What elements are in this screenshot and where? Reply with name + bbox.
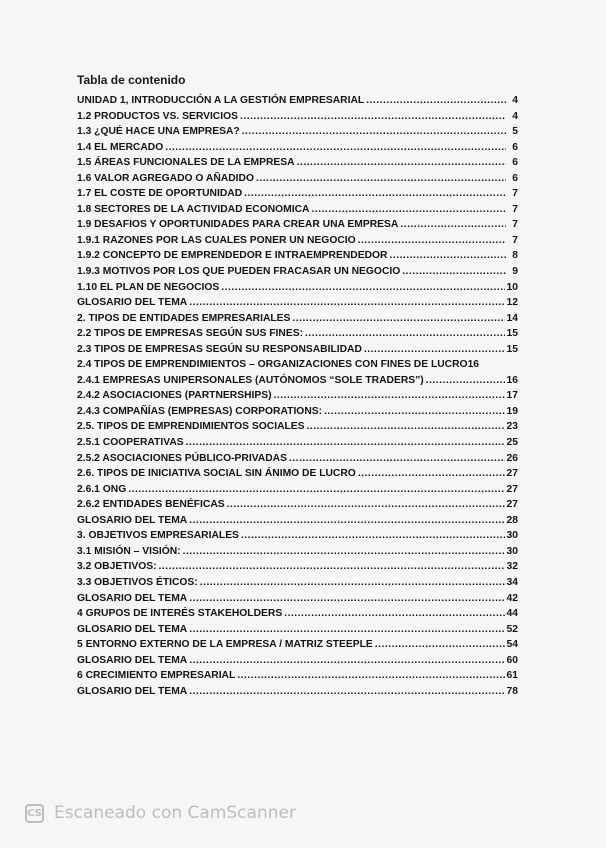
toc-entry-label: 2.3 TIPOS DE EMPRESAS SEGÚN SU RESPONSABILIDAD	[77, 343, 362, 355]
toc-entry[interactable]	[77, 606, 518, 622]
toc-entry-label: 1.7 EL COSTE DE OPORTUNIDAD	[77, 188, 243, 200]
toc-entry[interactable]	[77, 217, 518, 233]
toc-dot-leader	[186, 435, 505, 451]
camscanner-watermark	[25, 800, 296, 826]
toc-entry-label: 1.8 SECTORES DE LA ACTIVIDAD ECONOMICA	[77, 203, 310, 215]
toc-dot-leader	[297, 155, 506, 171]
toc-entry[interactable]	[77, 93, 518, 109]
toc-entry-page: 15	[506, 343, 518, 355]
toc-entry-page: 30	[506, 545, 518, 557]
toc-entry-page: 5	[512, 126, 518, 138]
toc-dot-leader	[305, 326, 505, 342]
toc-entry-page: 25	[506, 437, 518, 449]
toc-entry[interactable]	[77, 155, 518, 171]
toc-entry-page: 6	[512, 157, 518, 169]
toc-dot-leader	[189, 684, 504, 700]
toc-dot-leader	[128, 482, 504, 498]
toc-dot-leader	[389, 248, 506, 264]
toc-dot-leader	[244, 186, 506, 202]
toc-entry-page: 54	[506, 639, 518, 651]
toc-entry-label: 2.6.2 ENTIDADES BENÉFICAS	[77, 499, 225, 511]
toc-entry-label: 1.5 ÁREAS FUNCIONALES DE LA EMPRESA	[77, 157, 295, 169]
toc-entry-label: GLOSARIO DEL TEMA	[77, 654, 188, 666]
toc-entry-label: 1.9 DESAFIOS Y OPORTUNIDADES PARA CREAR UNA EMPRESA	[77, 219, 399, 231]
toc-entry[interactable]	[77, 357, 518, 373]
toc-entry-label: 4 GRUPOS DE INTERÉS STAKEHOLDERS	[77, 608, 283, 620]
toc-entry-page: 60	[506, 654, 518, 666]
toc-entry-page: 23	[506, 421, 518, 433]
toc-entry-page: 52	[506, 623, 518, 635]
toc-entry[interactable]	[77, 591, 518, 607]
toc-entry-label: GLOSARIO DEL TEMA	[77, 514, 188, 526]
toc-entry-label: 2.4 TIPOS DE EMPRENDIMIENTOS – ORGANIZACIONES CON FINES DE LUCRO	[77, 359, 468, 371]
toc-entry-page: 27	[506, 468, 518, 480]
toc-entry-page: 42	[506, 592, 518, 604]
toc-entry[interactable]	[77, 668, 518, 684]
toc-dot-leader	[189, 653, 504, 669]
toc-dot-leader	[402, 264, 506, 280]
toc-entry-label: 2.4.1 EMPRESAS UNIPERSONALES (AUTÓNOMOS “SOLE TRADERS”)	[77, 374, 424, 386]
toc-entry-label: 2.4.2 ASOCIACIONES (PARTNERSHIPS)	[77, 390, 272, 402]
toc-entry-label: 2. TIPOS DE ENTIDADES EMPRESARIALES	[77, 312, 291, 324]
toc-entry-page: 4	[512, 95, 518, 106]
toc-entry-page: 30	[506, 530, 518, 542]
toc-entry-label: GLOSARIO DEL TEMA	[77, 685, 188, 697]
toc-entry[interactable]	[77, 186, 518, 202]
toc-dot-leader	[426, 373, 505, 389]
toc-entry-page: 78	[506, 685, 518, 697]
toc-entry-page: 6	[512, 141, 518, 153]
toc-entry-label: 1.3 ¿QUÉ HACE UNA EMPRESA?	[77, 126, 240, 138]
toc-entry-label: 2.5. TIPOS DE EMPRENDIMIENTOS SOCIALES	[77, 421, 305, 433]
toc-entry-page: 16	[506, 374, 518, 386]
toc-entry[interactable]	[77, 311, 518, 327]
toc-entry[interactable]	[77, 233, 518, 249]
toc-entry-label: 3. OBJETIVOS EMPRESARIALES	[77, 530, 239, 542]
toc-entry-page: 4	[512, 110, 518, 122]
toc-entry-page: 16	[467, 359, 480, 371]
toc-dot-leader	[189, 622, 504, 638]
toc-dot-leader	[240, 109, 506, 125]
toc-dot-leader	[189, 513, 504, 529]
toc-entry-page: 7	[512, 219, 518, 231]
toc-dot-leader	[289, 451, 505, 467]
toc-entry-page: 17	[506, 390, 518, 402]
toc-dot-leader	[366, 93, 506, 109]
toc-entry-label: 3.2 OBJETIVOS:	[77, 561, 157, 573]
toc-entry[interactable]	[77, 295, 518, 311]
toc-entry-page: 32	[506, 561, 518, 573]
toc-entry[interactable]	[77, 202, 518, 218]
toc-entry[interactable]	[77, 482, 518, 498]
toc-entry[interactable]	[77, 419, 518, 435]
toc-entry-label: 1.2 PRODUCTOS VS. SERVICIOS	[77, 110, 238, 122]
toc-entry-label: 1.10 EL PLAN DE NEGOCIOS	[77, 281, 220, 293]
toc-entry-page: 7	[512, 234, 518, 246]
toc-entry-label: 1.9.1 RAZONES POR LAS CUALES PONER UN NEGOCIO	[77, 234, 356, 246]
toc-dot-leader	[284, 606, 504, 622]
toc-entry-page: 10	[506, 281, 518, 293]
toc-entry-label: 2.6. TIPOS DE INICIATIVA SOCIAL SIN ÁNIMO DE LUCRO	[77, 468, 356, 480]
toc-entry[interactable]	[77, 124, 518, 140]
toc-dot-leader	[400, 217, 506, 233]
toc-entry-label: 2.2 TIPOS DE EMPRESAS SEGÚN SUS FINES:	[77, 328, 304, 340]
toc-dot-leader	[159, 559, 505, 575]
toc-entry-page: 27	[506, 483, 518, 495]
toc-entry[interactable]	[77, 171, 518, 187]
toc-entry[interactable]	[77, 637, 518, 653]
toc-entry-label: 1.6 VALOR AGREGADO O AÑADIDO	[77, 172, 254, 184]
toc-dot-leader	[242, 124, 506, 140]
toc-entry-label: UNIDAD 1, INTRODUCCIÓN A LA GESTIÓN EMPRESARIAL	[77, 95, 365, 106]
toc-entry-label: 5 ENTORNO EXTERNO DE LA EMPRESA / MATRIZ STEEPLE	[77, 639, 373, 651]
toc-entry[interactable]	[77, 373, 518, 389]
toc-entry[interactable]	[77, 435, 518, 451]
toc-dot-leader	[274, 388, 505, 404]
toc-entry-page: 26	[506, 452, 518, 464]
toc-entry-page: 61	[506, 670, 518, 682]
toc-entry-label: GLOSARIO DEL TEMA	[77, 592, 188, 604]
toc-entry[interactable]	[77, 544, 518, 560]
toc-entry[interactable]	[77, 109, 518, 125]
toc-entry[interactable]	[77, 388, 518, 404]
toc-dot-leader	[256, 171, 506, 187]
toc-entry-page: 7	[512, 203, 518, 215]
toc-entry-page: 7	[512, 188, 518, 200]
toc-entry-page: 44	[506, 608, 518, 620]
toc-dot-leader	[324, 404, 504, 420]
toc-dot-leader	[183, 544, 505, 560]
toc-entry[interactable]	[77, 248, 518, 264]
toc-dot-leader	[375, 637, 505, 653]
toc-entry-page: 19	[506, 405, 518, 417]
toc-title: Tabla de contenido	[77, 73, 186, 87]
toc-dot-leader	[364, 342, 505, 358]
cs-logo-icon: CS	[25, 804, 44, 823]
toc-entry[interactable]	[77, 264, 518, 280]
toc-dot-leader	[165, 140, 506, 156]
toc-entry[interactable]	[77, 528, 518, 544]
toc-entry[interactable]	[77, 513, 518, 529]
toc-entry[interactable]	[77, 326, 518, 342]
toc-entry-label: 2.6.1 ONG	[77, 483, 127, 495]
toc-dot-leader	[189, 591, 504, 607]
toc-entry-label: 1.9.2 CONCEPTO DE EMPRENDEDOR E INTRAEMPRENDEDOR	[77, 250, 388, 262]
toc-entry-page: 14	[506, 312, 518, 324]
toc-entry-page: 12	[506, 297, 518, 309]
toc-entry-label: 1.4 EL MERCADO	[77, 141, 164, 153]
toc-entry[interactable]	[77, 280, 518, 296]
toc-dot-leader	[237, 668, 504, 684]
toc-entry[interactable]	[77, 653, 518, 669]
toc-entry[interactable]	[77, 559, 518, 575]
toc-entry-label: 3.3 OBJETIVOS ÉTICOS:	[77, 576, 198, 588]
toc-entry[interactable]	[77, 140, 518, 156]
toc-dot-leader	[221, 280, 504, 296]
toc-entry[interactable]	[77, 451, 518, 467]
toc-entry-label: 2.5.2 ASOCIACIONES PÚBLICO-PRIVADAS	[77, 452, 287, 464]
toc-entry-label: GLOSARIO DEL TEMA	[77, 297, 188, 309]
toc-entry-page: 8	[512, 250, 518, 262]
toc-entry-label: 6 CRECIMIENTO EMPRESARIAL	[77, 670, 236, 682]
toc-dot-leader	[307, 419, 505, 435]
toc-entry-page: 28	[506, 514, 518, 526]
toc-entry[interactable]	[77, 342, 518, 358]
toc-entry[interactable]	[77, 684, 518, 700]
watermark-text: Escaneado con CamScanner	[54, 803, 296, 823]
toc-dot-leader	[358, 233, 506, 249]
toc-dot-leader	[292, 311, 504, 327]
toc-entry-label: 2.5.1 COOPERATIVAS	[77, 437, 184, 449]
toc-entry[interactable]	[77, 622, 518, 638]
toc-entry[interactable]	[77, 466, 518, 482]
toc-dot-leader	[189, 295, 504, 311]
toc-entry-label: 2.4.3 COMPAÑÍAS (EMPRESAS) CORPORATIONS:	[77, 405, 323, 417]
toc-dot-leader	[200, 575, 505, 591]
toc-dot-leader	[311, 202, 506, 218]
toc-entry-page: 27	[506, 499, 518, 511]
toc-entry-page: 6	[512, 172, 518, 184]
toc-dot-leader	[241, 528, 505, 544]
toc-entry-page: 9	[512, 266, 518, 278]
toc-entry-page: 34	[506, 576, 518, 588]
toc-entry[interactable]	[77, 404, 518, 420]
toc-entry[interactable]	[77, 575, 518, 591]
toc-entry[interactable]	[77, 497, 518, 513]
toc-entry-page: 15	[506, 328, 518, 340]
toc-dot-leader	[358, 466, 505, 482]
toc-entry-label: GLOSARIO DEL TEMA	[77, 623, 188, 635]
toc-list	[77, 93, 518, 699]
toc-dot-leader	[227, 497, 505, 513]
toc-entry-label: 3.1 MISIÓN – VISIÓN:	[77, 545, 181, 557]
toc-entry-label: 1.9.3 MOTIVOS POR LOS QUE PUEDEN FRACASAR UN NEGOCIO	[77, 266, 401, 278]
